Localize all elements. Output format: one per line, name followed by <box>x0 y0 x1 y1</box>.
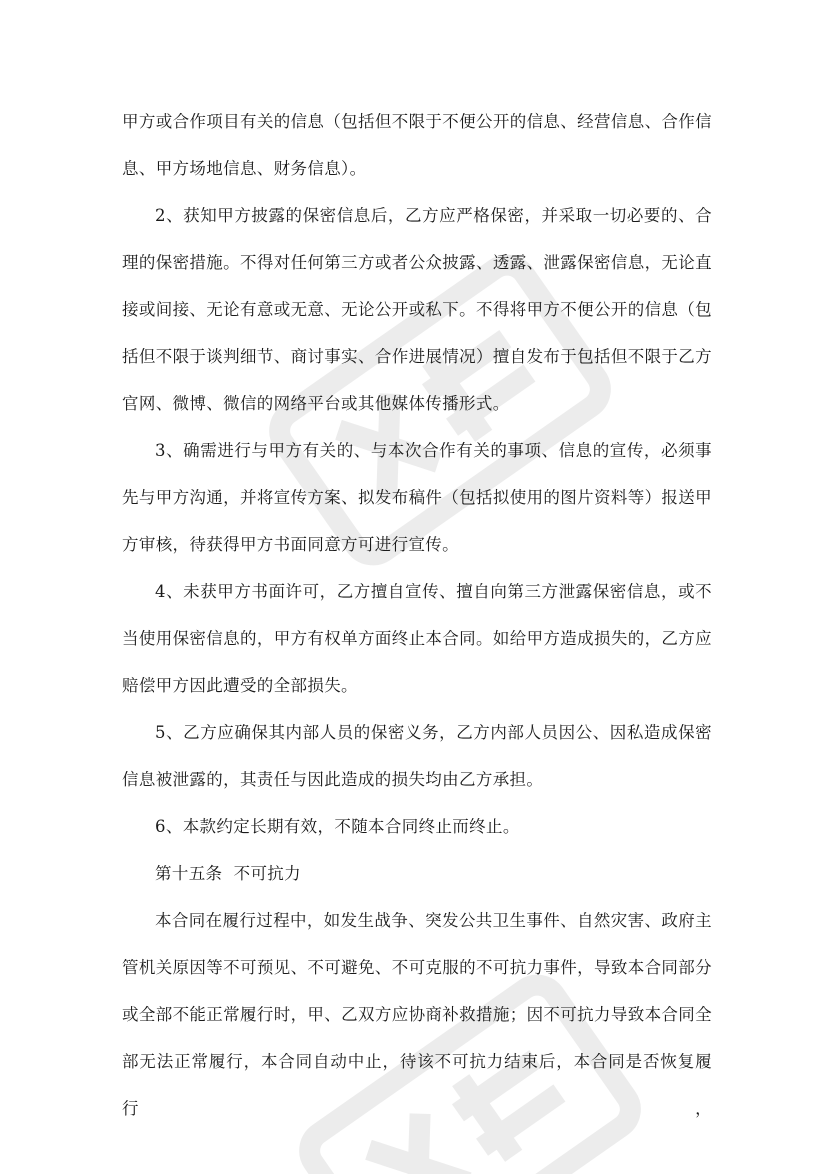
document-body <box>122 98 712 1132</box>
paragraph-confidential-scope: 甲方或合作项目有关的信息（包括但不限于不便公开的信息、经营信息、合作信息、甲方场地信息、财务信息）。 <box>122 112 712 178</box>
paragraph-clause-5: 5、乙方应确保其内部人员的保密义务，乙方内部人员因公、因私造成保密信息被泄露的，其责任与因此造成的损失均由乙方承担。 <box>122 723 712 789</box>
paragraph-clause-3: 3、确需进行与甲方有关的、与本次合作有关的事项、信息的宣传，必须事先与甲方沟通，并将宣传方案、拟发布稿件（包括拟使用的图片资料等）报送甲方审核，待获得甲方书面同意方可进行宣传。 <box>122 441 712 554</box>
paragraph-clause-2: 2、获知甲方披露的保密信息后，乙方应严格保密，并采取一切必要的、合理的保密措施。不得对任何第三方或者公众披露、透露、泄露保密信息，无论直接或间接、无论有意或无意、无论公开或私下。不得将甲方不便公开的信息（包括但不限于谈判细节、商讨事实、合作进展情况）擅自发布于包括但不限于乙方官网、微博、微信的网络平台或其他媒体传播形式。 <box>122 206 712 413</box>
article-heading: 第十五条 不可抗力 <box>155 864 301 883</box>
paragraph-clause-4: 4、未获甲方书面许可，乙方擅自宣传、擅自向第三方泄露保密信息，或不当使用保密信息的，甲方有权单方面终止本合同。如给甲方造成损失的，乙方应赔偿甲方因此遭受的全部损失。 <box>122 582 712 695</box>
paragraph-clause-6: 6、本款约定长期有效，不随本合同终止而终止。 <box>155 817 520 836</box>
paragraph-force-majeure: 本合同在履行过程中，如发生战争、突发公共卫生事件、自然灾害、政府主管机关原因等不可预见、不可避免、不可克服的不可抗力事件，导致本合同部分或全部不能正常履行时，甲、乙双方应协商补救措施；因不可抗力导致本合同全部无法正常履行，本合同自动中止，待该不可抗力结束后，本合同是否恢复履行， <box>122 911 712 1118</box>
